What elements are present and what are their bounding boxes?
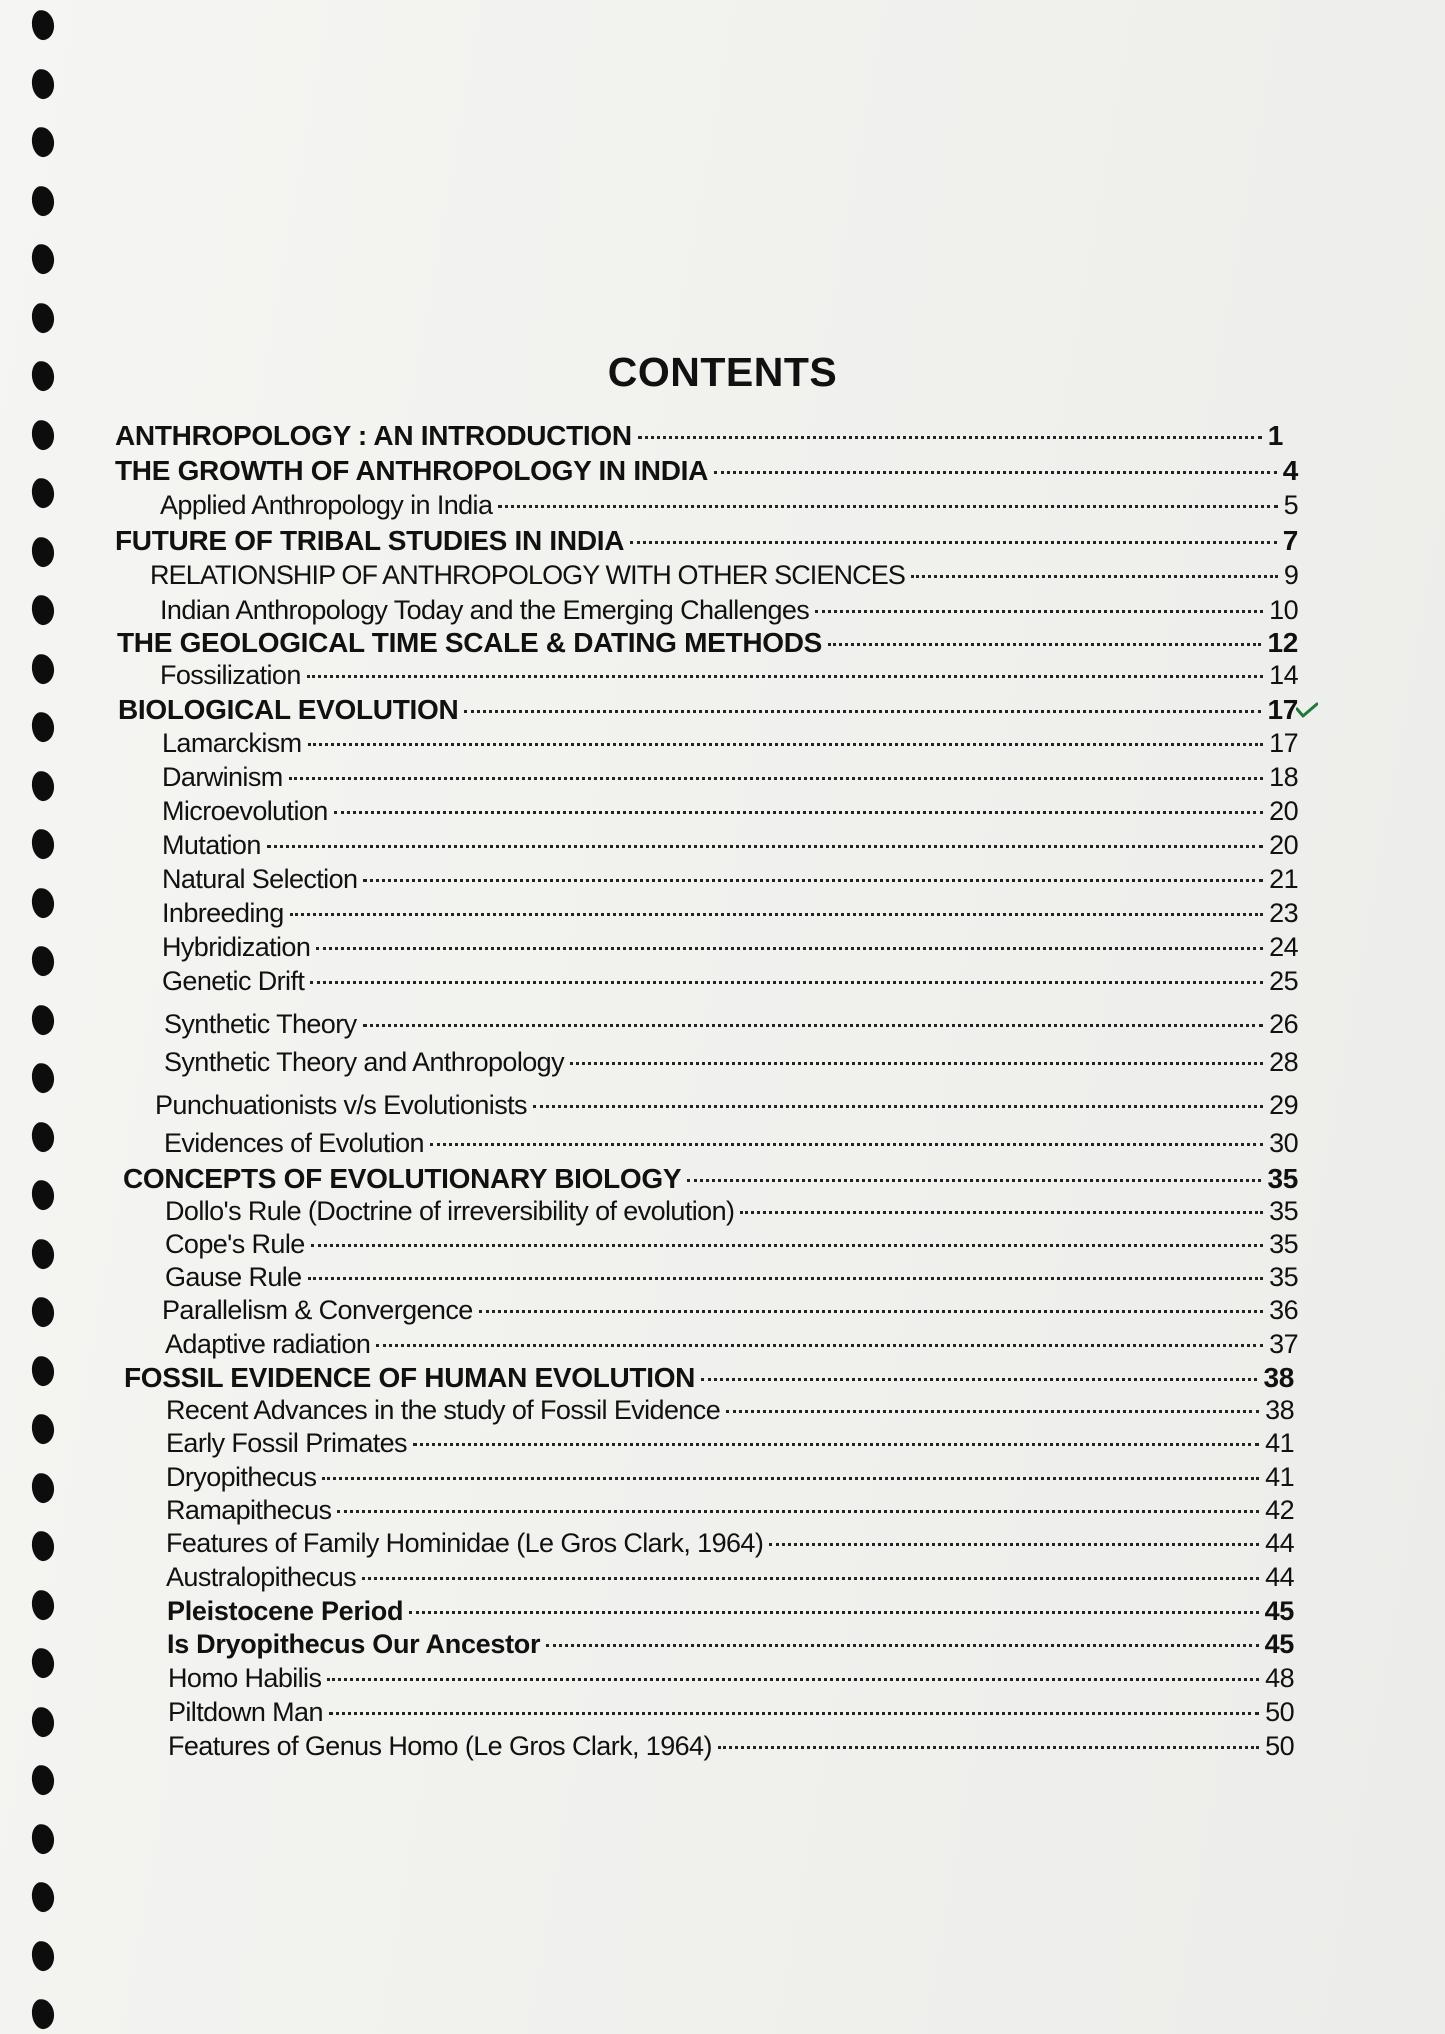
toc-page-number: 26 bbox=[1269, 1009, 1298, 1039]
toc-page-number: 38 bbox=[1265, 1395, 1294, 1425]
toc-section-row bbox=[160, 490, 1298, 524]
toc-page-number: 42 bbox=[1265, 1495, 1294, 1525]
dot-leader bbox=[310, 981, 1263, 984]
toc-page-number: 41 bbox=[1265, 1428, 1294, 1458]
toc-section-row bbox=[168, 1731, 1294, 1765]
toc-section-row bbox=[166, 1528, 1294, 1562]
toc-entry-title: CONCEPTS OF EVOLUTIONARY BIOLOGY bbox=[123, 1163, 682, 1194]
toc-page-number: 9 bbox=[1283, 560, 1298, 590]
toc-entry-title: THE GEOLOGICAL TIME SCALE & DATING METHODS bbox=[117, 627, 823, 658]
dot-leader bbox=[701, 1378, 1257, 1381]
toc-page-number: 36 bbox=[1269, 1295, 1298, 1325]
toc-page-number: 12 bbox=[1267, 627, 1298, 658]
dot-leader bbox=[740, 1211, 1263, 1214]
toc-section-row bbox=[168, 1663, 1294, 1697]
dot-leader bbox=[307, 675, 1263, 678]
toc-section-row bbox=[166, 1495, 1294, 1529]
toc-entry-title: ANTHROPOLOGY : AN INTRODUCTION bbox=[115, 420, 632, 451]
dot-leader bbox=[828, 643, 1261, 646]
dot-leader bbox=[714, 471, 1277, 474]
toc-chapter-row bbox=[118, 694, 1298, 728]
toc-entry-title: Mutation bbox=[162, 830, 261, 860]
toc-entry-title: Gause Rule bbox=[165, 1262, 302, 1292]
toc-entry-title: Features of Family Hominidae (Le Gros Clark, 1964) bbox=[166, 1528, 764, 1558]
toc-entry-title: Recent Advances in the study of Fossil Evidence bbox=[166, 1395, 721, 1425]
dot-leader bbox=[329, 1712, 1259, 1715]
toc-page-number: 23 bbox=[1269, 898, 1298, 928]
toc-page-number: 41 bbox=[1265, 1462, 1294, 1492]
toc-section-row bbox=[162, 1295, 1298, 1329]
toc-page-number: 17 bbox=[1267, 694, 1298, 725]
toc-page-number: 35 bbox=[1269, 1196, 1298, 1226]
toc-chapter-row bbox=[117, 627, 1298, 661]
toc-entry-title: RELATIONSHIP OF ANTHROPOLOGY WITH OTHER SCIENCES bbox=[150, 560, 905, 590]
toc-page-number: 1 bbox=[1267, 420, 1283, 451]
dot-leader bbox=[815, 610, 1263, 613]
dot-leader bbox=[718, 1746, 1259, 1749]
toc-section-row bbox=[165, 1262, 1298, 1296]
toc-entry-title: Synthetic Theory bbox=[164, 1009, 357, 1039]
toc-chapter-row bbox=[115, 525, 1298, 559]
toc-page-number: 45 bbox=[1264, 1629, 1294, 1659]
toc-section-row bbox=[162, 796, 1298, 830]
toc-chapter-row bbox=[115, 455, 1298, 489]
toc-section-row bbox=[162, 898, 1298, 932]
toc-chapter-row bbox=[124, 1362, 1294, 1396]
toc-entry-title: Dryopithecus bbox=[166, 1462, 317, 1492]
toc-entry-title: Early Fossil Primates bbox=[166, 1428, 407, 1458]
toc-entry-title: Inbreeding bbox=[162, 898, 284, 928]
dot-leader bbox=[267, 845, 1263, 848]
toc-entry-title: Homo Habilis bbox=[168, 1663, 322, 1693]
toc-entry-title: Applied Anthropology in India bbox=[160, 490, 493, 520]
toc-entry-title: Lamarckism bbox=[162, 728, 302, 758]
toc-page-number: 38 bbox=[1263, 1362, 1294, 1393]
toc-section-row bbox=[164, 1047, 1298, 1081]
toc-entry-title: Ramapithecus bbox=[166, 1495, 332, 1525]
dot-leader bbox=[337, 1510, 1259, 1513]
toc-page-number: 14 bbox=[1269, 660, 1298, 690]
toc-section-row bbox=[150, 560, 1298, 594]
dot-leader bbox=[308, 1277, 1264, 1280]
dot-leader bbox=[363, 1024, 1264, 1027]
toc-entry-title: Dollo's Rule (Doctrine of irreversibility of evolution) bbox=[165, 1196, 735, 1226]
check-mark-icon bbox=[1296, 702, 1318, 718]
toc-entry-title: Adaptive radiation bbox=[165, 1329, 371, 1359]
toc-page-number: 35 bbox=[1269, 1229, 1298, 1259]
toc-section-row bbox=[166, 1395, 1294, 1429]
toc-page-number: 24 bbox=[1269, 932, 1298, 962]
toc-page-number: 20 bbox=[1269, 830, 1298, 860]
toc-entry-title: Parallelism & Convergence bbox=[162, 1295, 473, 1325]
toc-page-number: 50 bbox=[1265, 1731, 1294, 1761]
dot-leader bbox=[362, 1577, 1259, 1580]
dot-leader bbox=[327, 1678, 1259, 1681]
toc-page-number: 21 bbox=[1269, 864, 1298, 894]
toc-section-row bbox=[164, 1128, 1298, 1162]
toc-page-number: 30 bbox=[1269, 1128, 1298, 1158]
toc-page-number: 44 bbox=[1265, 1562, 1294, 1592]
toc-entry-title: Synthetic Theory and Anthropology bbox=[164, 1047, 564, 1077]
dot-leader bbox=[638, 436, 1262, 439]
dot-leader bbox=[316, 947, 1263, 950]
toc-page-number: 50 bbox=[1265, 1697, 1294, 1727]
dot-leader bbox=[687, 1179, 1261, 1182]
toc-page-number: 29 bbox=[1269, 1090, 1298, 1120]
dot-leader bbox=[533, 1105, 1263, 1108]
toc-page-number: 44 bbox=[1265, 1528, 1294, 1558]
dot-leader bbox=[570, 1062, 1263, 1065]
toc-chapter-row bbox=[115, 420, 1283, 454]
dot-leader bbox=[376, 1344, 1263, 1347]
toc-page-number: 35 bbox=[1267, 1163, 1298, 1194]
toc-page-number: 5 bbox=[1283, 490, 1298, 520]
toc-section-row bbox=[155, 1090, 1298, 1124]
toc-entry-title: Indian Anthropology Today and the Emerging Challenges bbox=[160, 595, 810, 625]
page-title: CONTENTS bbox=[607, 349, 838, 396]
toc-section-row bbox=[167, 1629, 1294, 1663]
dot-leader bbox=[726, 1410, 1259, 1413]
toc-entry-title: FOSSIL EVIDENCE OF HUMAN EVOLUTION bbox=[124, 1362, 696, 1393]
toc-chapter-row bbox=[123, 1163, 1298, 1197]
dot-leader bbox=[289, 777, 1264, 780]
toc-page-number: 48 bbox=[1265, 1663, 1294, 1693]
toc-entry-title: Is Dryopithecus Our Ancestor bbox=[167, 1629, 541, 1659]
dot-leader bbox=[430, 1143, 1263, 1146]
toc-page-number: 45 bbox=[1264, 1596, 1294, 1626]
toc-entry-title: Natural Selection bbox=[162, 864, 358, 894]
toc-entry-title: BIOLOGICAL EVOLUTION bbox=[118, 694, 459, 725]
toc-page-number: 35 bbox=[1269, 1262, 1298, 1292]
toc-section-row bbox=[166, 1462, 1294, 1496]
toc-entry-title: Cope's Rule bbox=[165, 1229, 305, 1259]
dot-leader bbox=[498, 505, 1277, 508]
toc-page-number: 37 bbox=[1269, 1329, 1298, 1359]
toc-section-row bbox=[162, 762, 1298, 796]
toc-section-row bbox=[166, 1562, 1294, 1596]
dot-leader bbox=[630, 541, 1277, 544]
toc-entry-title: Piltdown Man bbox=[168, 1697, 323, 1727]
toc-section-row bbox=[168, 1697, 1294, 1731]
toc-section-row bbox=[162, 932, 1298, 966]
dot-leader bbox=[479, 1310, 1264, 1313]
toc-entry-title: THE GROWTH OF ANTHROPOLOGY IN INDIA bbox=[115, 455, 709, 486]
toc-entry-title: Fossilization bbox=[160, 660, 301, 690]
dot-leader bbox=[290, 913, 1264, 916]
toc-section-row bbox=[167, 1596, 1294, 1630]
toc-page-number: 25 bbox=[1269, 966, 1298, 996]
toc-section-row bbox=[165, 1329, 1298, 1363]
toc-section-row bbox=[165, 1196, 1298, 1230]
toc-page-number: 10 bbox=[1269, 595, 1298, 625]
dot-leader bbox=[464, 710, 1261, 713]
toc-section-row bbox=[162, 864, 1298, 898]
dot-leader bbox=[322, 1477, 1259, 1480]
dot-leader bbox=[911, 575, 1278, 578]
toc-entry-title: Genetic Drift bbox=[162, 966, 305, 996]
toc-section-row bbox=[160, 660, 1298, 694]
dot-leader bbox=[308, 743, 1264, 746]
dot-leader bbox=[334, 811, 1263, 814]
toc-entry-title: Punchuationists v/s Evolutionists bbox=[155, 1090, 527, 1120]
dot-leader bbox=[311, 1244, 1264, 1247]
dot-leader bbox=[546, 1644, 1258, 1647]
toc-entry-title: Australopithecus bbox=[166, 1562, 357, 1592]
toc-page-number: 17 bbox=[1269, 728, 1298, 758]
toc-section-row bbox=[165, 1229, 1298, 1263]
dot-leader bbox=[769, 1543, 1259, 1546]
toc-page-number: 28 bbox=[1269, 1047, 1298, 1077]
toc-entry-title: FUTURE OF TRIBAL STUDIES IN INDIA bbox=[115, 525, 625, 556]
toc-section-row bbox=[166, 1428, 1294, 1462]
dot-leader bbox=[413, 1443, 1259, 1446]
dot-leader bbox=[409, 1611, 1258, 1614]
toc-page-number: 7 bbox=[1282, 525, 1298, 556]
dot-leader bbox=[363, 879, 1263, 882]
toc-entry-title: Microevolution bbox=[162, 796, 328, 826]
toc-entry-title: Features of Genus Homo (Le Gros Clark, 1964) bbox=[168, 1731, 712, 1761]
toc-entry-title: Darwinism bbox=[162, 762, 283, 792]
toc-section-row bbox=[162, 728, 1298, 762]
toc-page-number: 4 bbox=[1282, 455, 1298, 486]
toc-section-row bbox=[162, 966, 1298, 1000]
toc-entry-title: Pleistocene Period bbox=[167, 1596, 404, 1626]
toc-entry-title: Hybridization bbox=[162, 932, 311, 962]
toc-section-row bbox=[164, 1009, 1298, 1043]
toc-page-number: 18 bbox=[1269, 762, 1298, 792]
toc-entry-title: Evidences of Evolution bbox=[164, 1128, 424, 1158]
toc-section-row bbox=[160, 595, 1298, 629]
toc-page-number: 20 bbox=[1269, 796, 1298, 826]
toc-section-row bbox=[162, 830, 1298, 864]
